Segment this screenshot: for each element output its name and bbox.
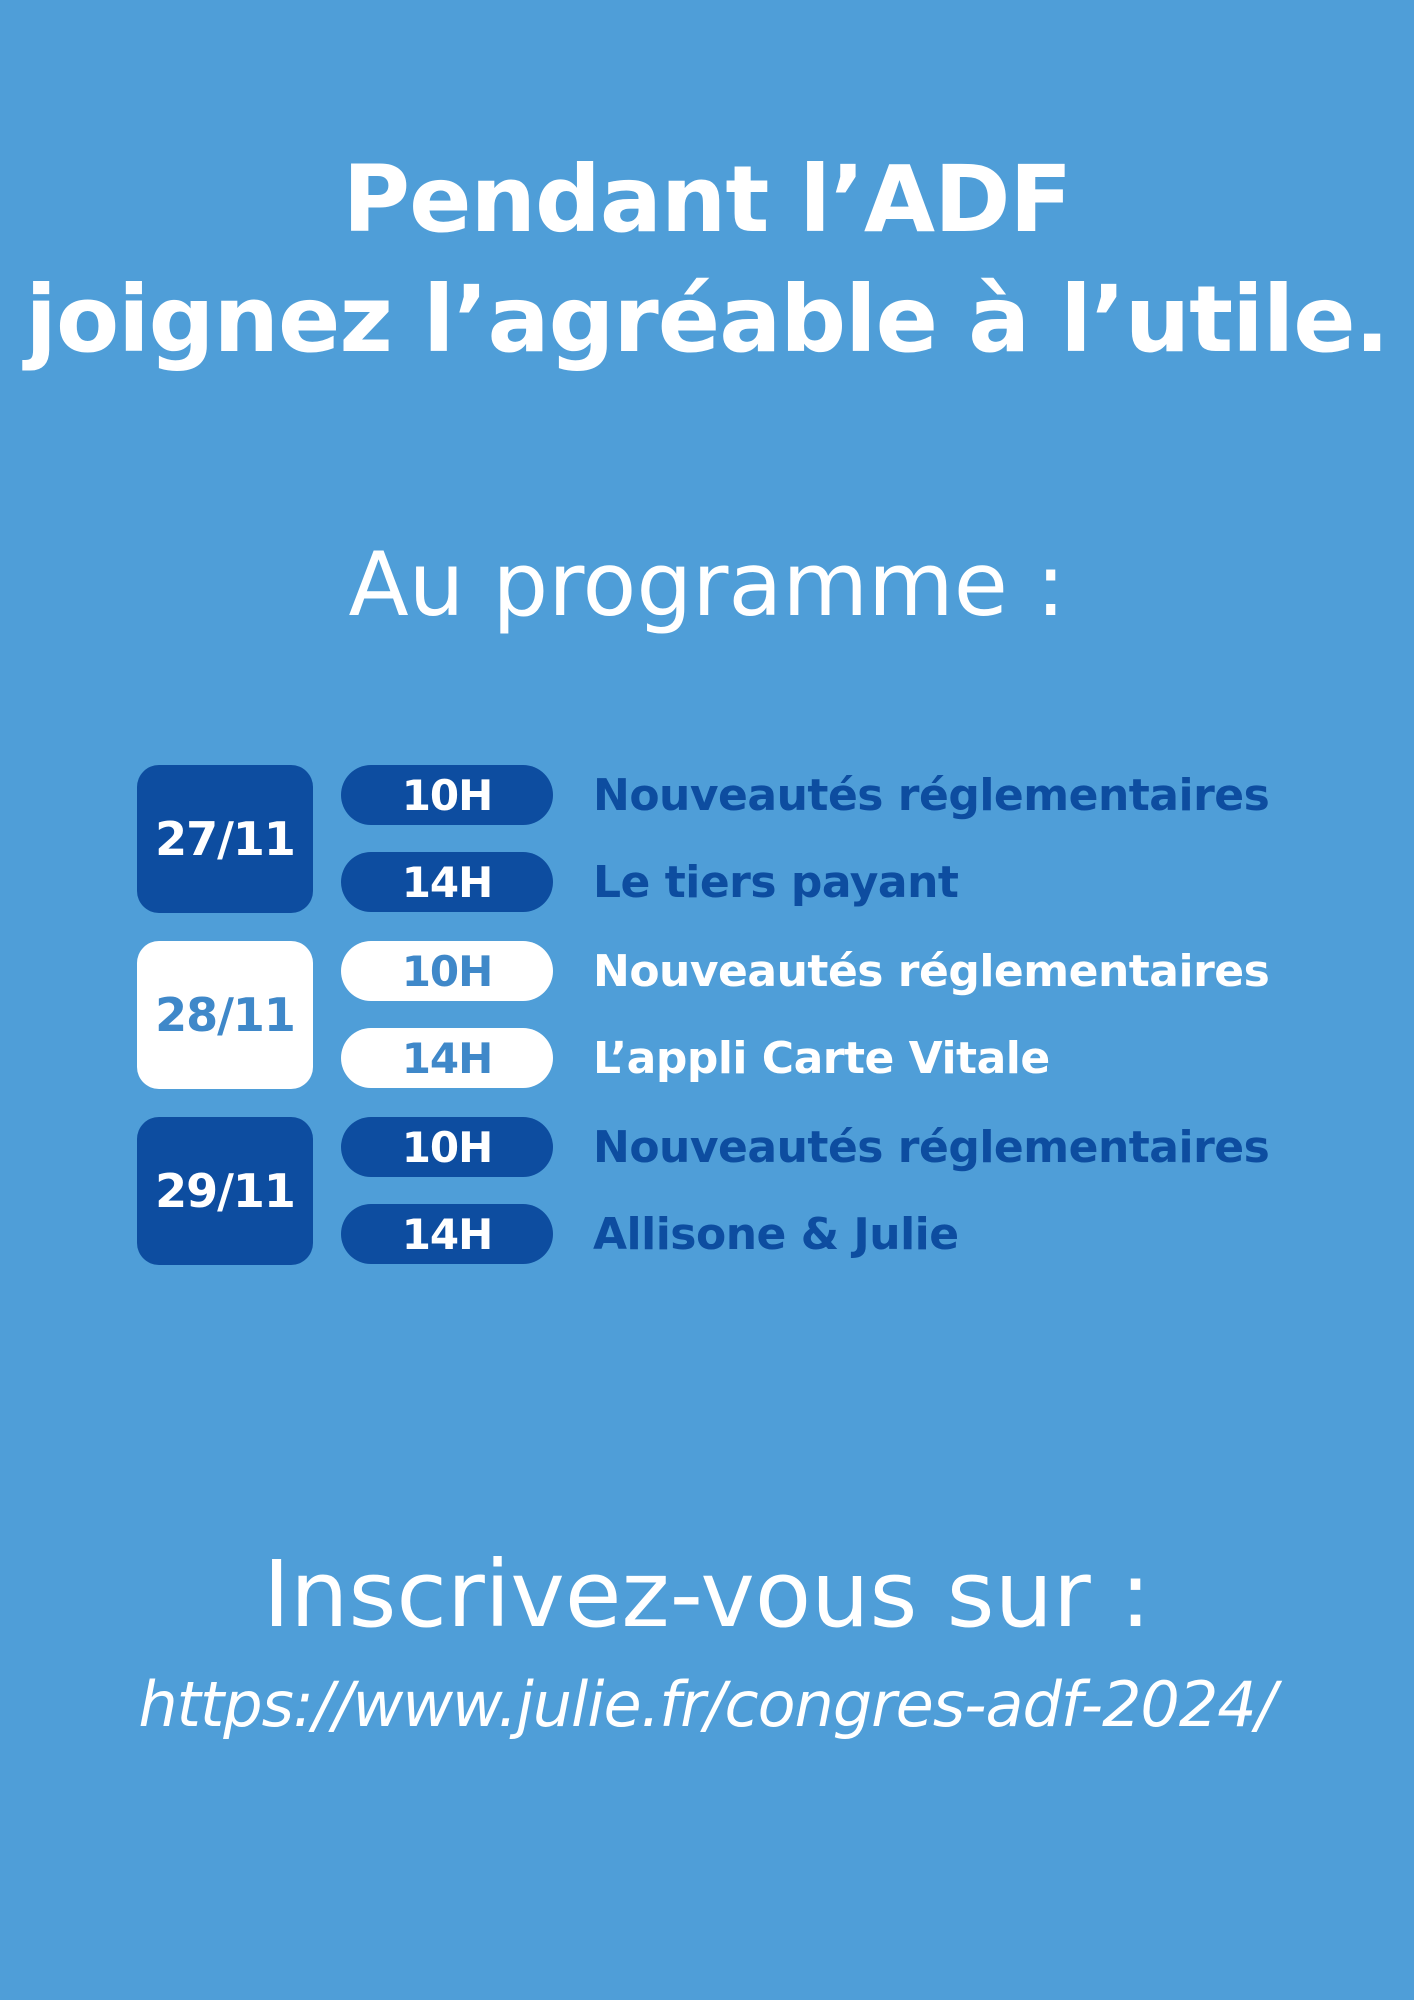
session-row	[341, 1117, 1269, 1177]
session-row	[341, 1028, 1050, 1088]
session-label: Nouveautés réglementaires	[593, 769, 1270, 821]
schedule-day-29-11	[137, 1117, 1277, 1265]
schedule	[137, 765, 1277, 1293]
date-badge: 28/11	[137, 941, 313, 1089]
registration-link[interactable]: https://www.julie.fr/congres-adf-2024/	[138, 1668, 1276, 1741]
time-pill: 10H	[341, 941, 553, 1001]
session-label: Nouveautés réglementaires	[593, 945, 1270, 997]
schedule-day-28-11	[137, 941, 1277, 1089]
schedule-day-27-11	[137, 765, 1277, 913]
program-heading: Au programme :	[348, 533, 1066, 636]
time-pill: 10H	[341, 1117, 553, 1177]
date-badge: 27/11	[137, 765, 313, 913]
session-row	[341, 941, 1269, 1001]
title-line-2: joignez l’agréable à l’utile.	[25, 266, 1389, 373]
title-line-1: Pendant l’ADF	[342, 146, 1072, 253]
signup-heading: Inscrivez-vous sur :	[263, 1541, 1151, 1648]
time-pill: 10H	[341, 765, 553, 825]
session-label: Allisone & Julie	[593, 1208, 959, 1260]
page-title	[0, 140, 1414, 380]
date-badge: 29/11	[137, 1117, 313, 1265]
session-label: L’appli Carte Vitale	[593, 1032, 1050, 1084]
session-row	[341, 1204, 959, 1264]
time-pill: 14H	[341, 852, 553, 912]
session-row	[341, 852, 958, 912]
session-label: Nouveautés réglementaires	[593, 1121, 1270, 1173]
session-label: Le tiers payant	[593, 856, 959, 908]
time-pill: 14H	[341, 1028, 553, 1088]
session-row	[341, 765, 1269, 825]
time-pill: 14H	[341, 1204, 553, 1264]
